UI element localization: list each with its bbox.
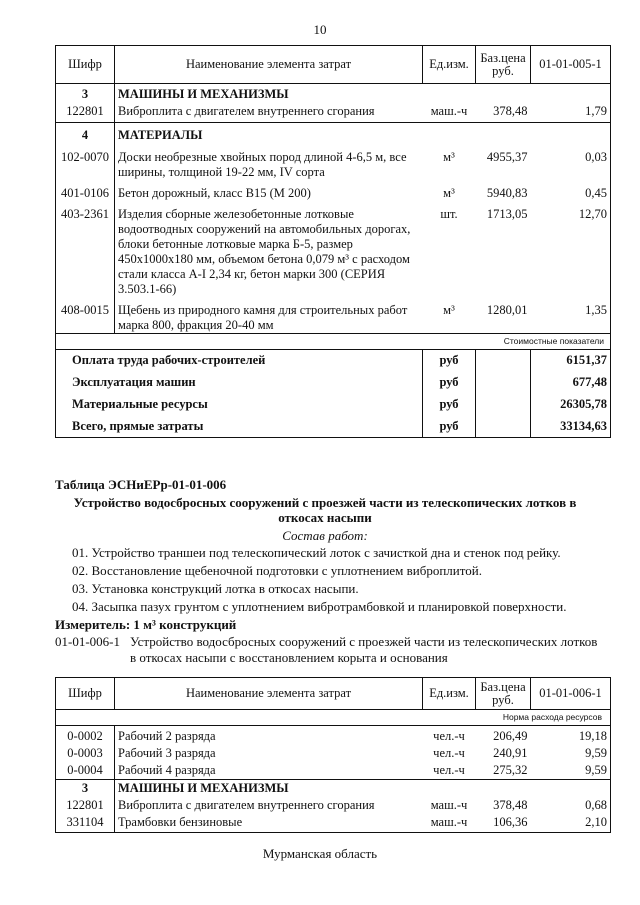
section-title-line-1: Устройство водосбросных сооружений с проезжей части из телескопических лотков в xyxy=(73,495,577,510)
resource-norm-row xyxy=(56,710,611,726)
table-row: 102-0070 Доски необрезные хвойных пород длиной 4-6,5 м, все ширины, толщиной 19-22 мм, IV сорта м³ 4955,37 0,03 xyxy=(56,143,611,180)
header-unit: Ед.изм. xyxy=(423,46,476,84)
table-row: 0-0003 Рабочий 3 разряда чел.-ч 240,91 9,59 xyxy=(56,744,611,761)
total-row: Оплата труда рабочих-строителей руб 6151,37 xyxy=(56,350,611,372)
table-row: 122801 Виброплита с двигателем внутреннего сгорания маш.-ч 378,48 0,68 xyxy=(56,796,611,813)
section-row: 3 МАШИНЫ И МЕХАНИЗМЫ xyxy=(56,780,611,797)
resource-norm-label: Норма расхода ресурсов xyxy=(502,712,602,722)
work-heading: Состав работ: xyxy=(282,528,368,543)
header-unit: Ед.изм. xyxy=(423,678,476,710)
header-ref: 01-01-006-1 xyxy=(531,678,611,710)
table-header-row xyxy=(56,678,611,710)
section-title: МАШИНЫ И МЕХАНИЗМЫ xyxy=(118,781,289,795)
cost-indicators-row xyxy=(56,334,611,350)
rate-code: 01-01-006-1 xyxy=(55,634,120,649)
cost-indicators-label: Стоимостные показатели xyxy=(503,336,604,346)
header-code: Шифр xyxy=(56,46,115,84)
table-row: 401-0106 Бетон дорожный, класс В15 (М 200) м³ 5940,83 0,45 xyxy=(56,180,611,201)
section-title-line-2: откосах насыпи xyxy=(278,510,372,525)
header-code: Шифр xyxy=(56,678,115,710)
work-item: 03. Установка конструкций лотка в откосах насыпи. xyxy=(72,581,359,596)
section-row: 3 МАШИНЫ И МЕХАНИЗМЫ xyxy=(56,84,611,103)
header-ref: 01-01-005-1 xyxy=(531,46,611,84)
table-row: 0-0002 Рабочий 2 разряда чел.-ч 206,49 19,18 xyxy=(56,726,611,745)
total-row: Всего, прямые затраты руб 33134,63 xyxy=(56,416,611,438)
table-label: Таблица ЭСНиЕРр-01-01-006 xyxy=(55,477,227,492)
resource-table-1 xyxy=(55,45,611,438)
header-price: Баз.цена руб. xyxy=(476,678,531,710)
header-price: Баз.цена руб. xyxy=(476,46,531,84)
work-item: 01. Устройство траншеи под телескопический лоток с зачисткой дна и стенок под рейку. xyxy=(72,545,561,560)
table-row: 408-0015 Щебень из природного камня для строительных работ марка 800, фракция 20-40 мм м³ 1280,01 1,35 xyxy=(56,297,611,334)
section-title: МАТЕРИАЛЫ xyxy=(118,128,203,142)
total-row: Материальные ресурсы руб 26305,78 xyxy=(56,394,611,416)
table-row: 122801 Виброплита с двигателем внутреннего сгорания маш.-ч 378,48 1,79 xyxy=(56,102,611,123)
section-row: 4 МАТЕРИАЛЫ xyxy=(56,123,611,144)
total-row: Эксплуатация машин руб 677,48 xyxy=(56,372,611,394)
page-number: 10 xyxy=(313,22,327,37)
footer-region: Мурманская область xyxy=(262,846,378,861)
table-row: 403-2361 Изделия сборные железобетонные лотковые водоотводных сооружений на автомобильных дорогах, блоки бетонные лотковые марка Б-5, размер 450х1000х180 мм, объемом бетона 0,079 м³ с расходом стали класса А-I 2,34 кг, бетон марки 300 (СЕРИЯ 3.503.1-66) шт. 1713,05 12,70 xyxy=(56,201,611,297)
rate-description-line-1: Устройство водосбросных сооружений с проезжей части из телескопических лотков xyxy=(130,634,598,649)
table-header-row xyxy=(56,46,611,84)
rate-description-line-2: в откосах насыпи с восстановлением корыта и основания xyxy=(130,650,448,665)
resource-table-2 xyxy=(55,677,611,833)
measure-label: Измеритель: 1 м³ конструкций xyxy=(55,617,237,632)
header-name: Наименование элемента затрат xyxy=(115,678,423,710)
table-row: 0-0004 Рабочий 4 разряда чел.-ч 275,32 9,59 xyxy=(56,761,611,780)
table-row: 331104 Трамбовки бензиновые маш.-ч 106,36 2,10 xyxy=(56,813,611,833)
work-item: 02. Восстановление щебеночной подготовки с уплотнением виброплитой. xyxy=(72,563,482,578)
work-item: 04. Засыпка пазух грунтом с уплотнением вибротрамбовкой и планировкой поверхности. xyxy=(72,599,567,614)
section-title: МАШИНЫ И МЕХАНИЗМЫ xyxy=(118,87,289,101)
header-name: Наименование элемента затрат xyxy=(115,46,423,84)
